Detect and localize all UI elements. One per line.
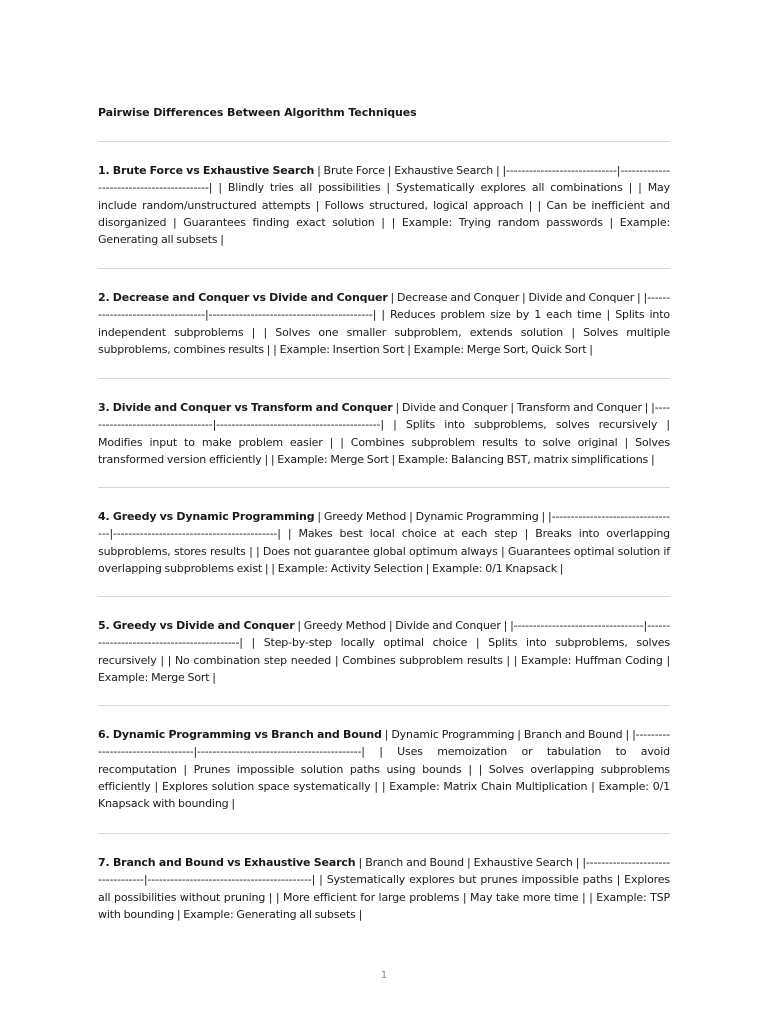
section-branch-bound-vs-exhaustive	[98, 854, 670, 923]
divider	[98, 596, 670, 597]
divider	[98, 705, 670, 706]
page-number: 1	[380, 970, 388, 981]
section-body: | Dynamic Programming | Branch and Bound | |----------------------------------|-------------------------------------------| | Uses memoization or tabulation to avoid recomputation | Prunes impossible solution paths using bounds | | Solves overlapping subproblems efficiently | Explores solution space systematically | | Example: Matrix Chain Multiplication | Example: 0/1 Knapsack with bounding |	[98, 728, 670, 811]
divider	[98, 268, 670, 269]
section-greedy-vs-divide	[98, 617, 670, 686]
section-divide-vs-transform	[98, 399, 670, 468]
section-heading: 3. Divide and Conquer vs Transform and Conquer	[98, 401, 393, 414]
section-body: | Divide and Conquer | Transform and Conquer | |----------------------------------|-------------------------------------------| | Splits into subproblems, solves recursively | Modifies input to make problem easier | | Combines subproblem results to solve original | Solves transformed version efficiently | | Example: Merge Sort | Example: Balancing BST, matrix simplifications |	[98, 401, 670, 466]
section-heading: 5. Greedy vs Divide and Conquer	[98, 619, 295, 632]
section-heading: 6. Dynamic Programming vs Branch and Bound	[98, 728, 382, 741]
divider	[98, 141, 670, 142]
section-heading: 4. Greedy vs Dynamic Programming	[98, 510, 315, 523]
section-body: | Brute Force | Exhaustive Search | |-----------------------------|------------------------------------------| | Blindly tries all possibilities | Systematically explores all combinations | | May include random/unstructured attempts | Follows structured, logical approach | | Can be inefficient and disorganized | Guarantees finding exact solution | | Example: Trying random passwords | Example: Generating all subsets |	[98, 164, 670, 247]
section-heading: 1. Brute Force vs Exhaustive Search	[98, 164, 315, 177]
section-greedy-vs-dynamic	[98, 508, 670, 577]
document-title: Pairwise Differences Between Algorithm Techniques	[98, 106, 417, 119]
section-decrease-vs-divide	[98, 289, 670, 358]
section-brute-force-vs-exhaustive	[98, 162, 670, 248]
section-body: | Greedy Method | Divide and Conquer | |----------------------------------|-------------------------------------------| | Step-by-step locally optimal choice | Splits into subproblems, solves recursively | | No combination step needed | Combines subproblem results | | Example: Huffman Coding | Example: Merge Sort |	[98, 619, 670, 684]
section-body: | Greedy Method | Dynamic Programming | |----------------------------------|-------------------------------------------| | Makes best local choice at each step | Breaks into overlapping subproblems, stores results | | Does not guarantee global optimum always | Guarantees optimal solution if overlapping subproblems exist | | Example: Activity Selection | Example: 0/1 Knapsack |	[98, 510, 670, 575]
section-heading: 7. Branch and Bound vs Exhaustive Search	[98, 856, 356, 869]
divider	[98, 833, 670, 834]
section-dynamic-vs-branch-bound	[98, 726, 670, 812]
section-body: | Branch and Bound | Exhaustive Search | |----------------------------------|-------------------------------------------| | Systematically explores but prunes impossible paths | Explores all possibilities without pruning | | More efficient for large problems | May take more time | | Example: TSP with bounding | Example: Generating all subsets |	[98, 856, 670, 921]
section-heading: 2. Decrease and Conquer vs Divide and Conquer	[98, 291, 388, 304]
section-body: | Decrease and Conquer | Divide and Conquer | |----------------------------------|-------------------------------------------| | Reduces problem size by 1 each time | Splits into independent subproblems | | Solves one smaller subproblem, extends solution | Solves multiple subproblems, combines results | | Example: Insertion Sort | Example: Merge Sort, Quick Sort |	[98, 291, 670, 356]
divider	[98, 378, 670, 379]
divider	[98, 487, 670, 488]
